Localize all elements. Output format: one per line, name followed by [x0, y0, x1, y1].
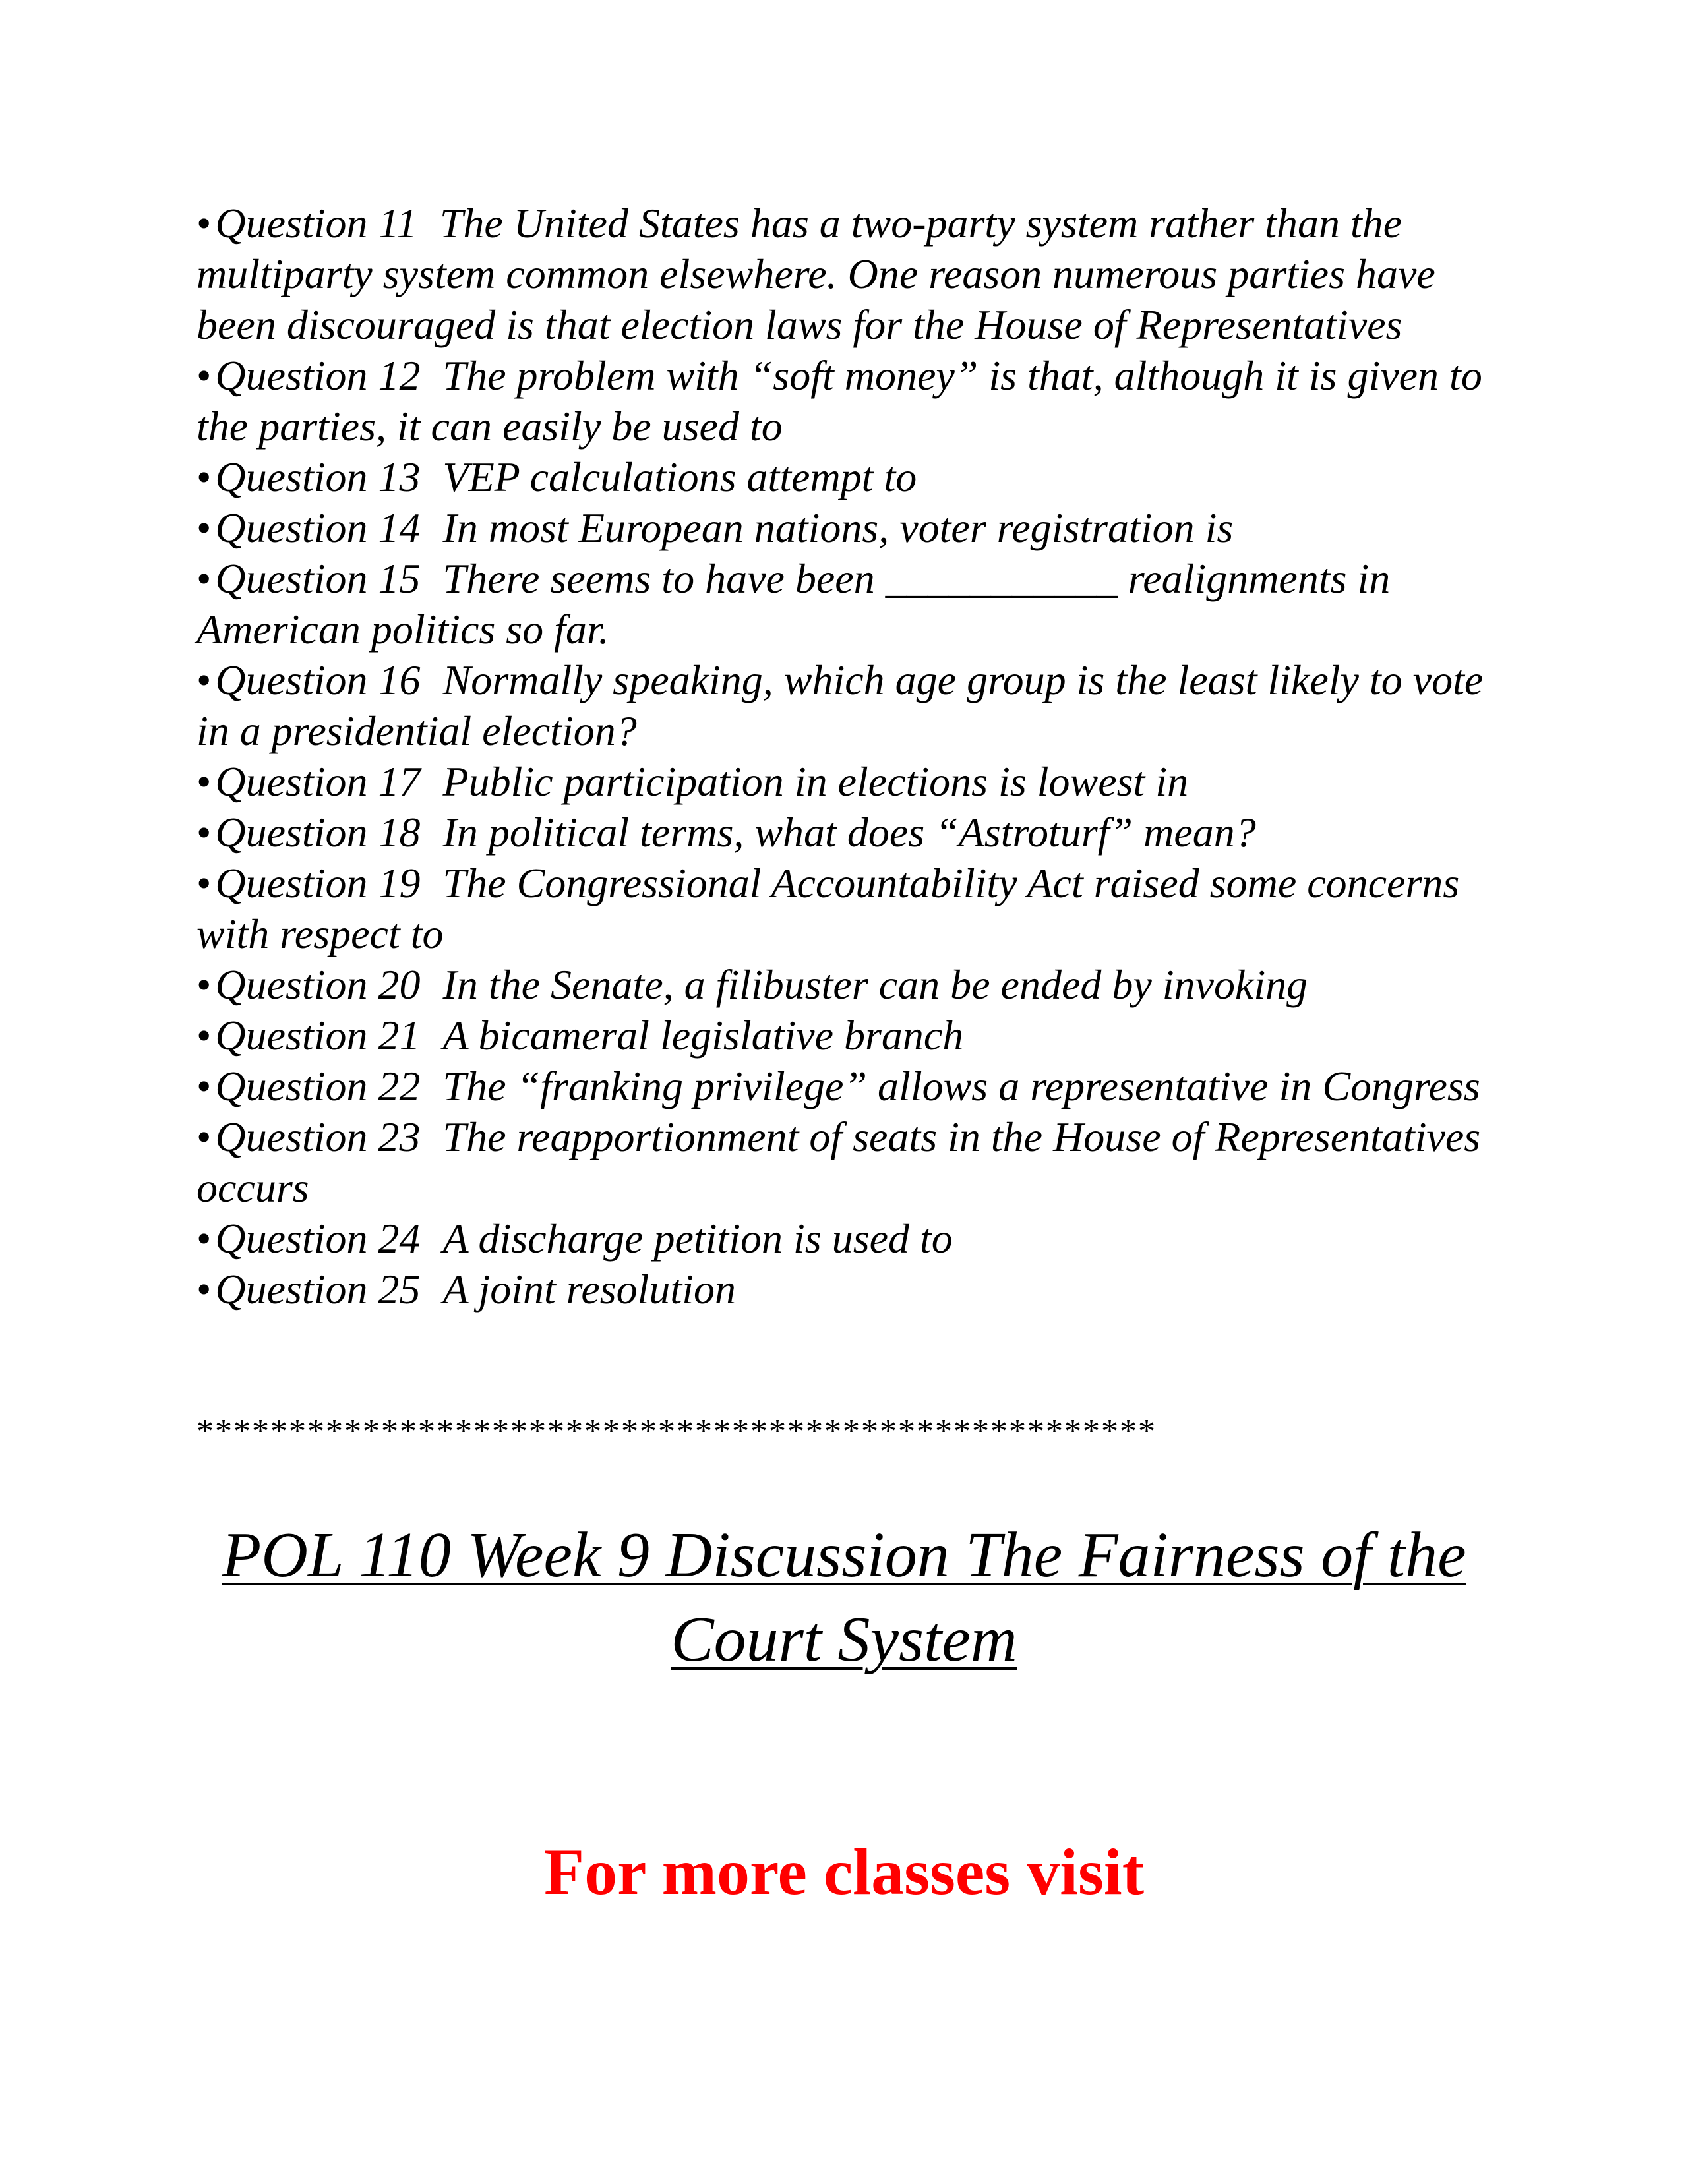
- asterisk-separator: ****************************************************: [196, 1413, 1157, 1450]
- question-label: Question 23: [215, 1113, 421, 1160]
- question-item: [196, 350, 1489, 452]
- question-text: In political terms, what does “Astroturf” mean?: [442, 809, 1256, 856]
- question-text: A bicameral legislative branch: [442, 1012, 964, 1059]
- bullet-icon: •: [196, 1266, 212, 1313]
- question-item: [196, 502, 1489, 553]
- promo-text: For more classes visit: [543, 1835, 1144, 1908]
- bullet-icon: •: [196, 454, 212, 500]
- question-label: Question 20: [215, 961, 421, 1008]
- question-item: [196, 1010, 1489, 1061]
- question-label: Question 13: [215, 454, 421, 500]
- question-text: Public participation in elections is lowest in: [442, 758, 1189, 805]
- question-label: Question 17: [215, 758, 421, 805]
- question-text: The “franking privilege” allows a representative in Congress: [442, 1063, 1480, 1109]
- question-text: In most European nations, voter registration is: [442, 504, 1234, 551]
- question-label: Question 22: [215, 1063, 421, 1109]
- question-list: [196, 198, 1489, 1314]
- question-label: Question 15: [215, 555, 421, 602]
- bullet-icon: •: [196, 758, 212, 805]
- bullet-icon: •: [196, 1113, 212, 1160]
- question-label: Question 16: [215, 657, 421, 703]
- bullet-icon: •: [196, 809, 212, 856]
- question-label: Question 21: [215, 1012, 421, 1059]
- question-text: In the Senate, a filibuster can be ended by invoking: [442, 961, 1308, 1008]
- bullet-icon: •: [196, 961, 212, 1008]
- question-label: Question 24: [215, 1215, 421, 1262]
- question-item: [196, 452, 1489, 502]
- bullet-icon: •: [196, 1012, 212, 1059]
- question-item: [196, 858, 1489, 959]
- question-item: [196, 1264, 1489, 1314]
- bullet-icon: •: [196, 1063, 212, 1109]
- question-text: The problem with “soft money” is that, although it is given to the parties, it can easily be used to: [196, 352, 1482, 450]
- question-label: Question 12: [215, 352, 421, 399]
- bullet-icon: •: [196, 504, 212, 551]
- question-text: Normally speaking, which age group is the least likely to vote in a presidential election?: [196, 657, 1484, 754]
- question-text: The United States has a two-party system rather than the multiparty system common elsewhere. One reason numerous parties have been discouraged is that election laws for the House of Representatives: [196, 200, 1435, 348]
- question-label: Question 14: [215, 504, 421, 551]
- question-text: There seems to have been ___________ realignments in American politics so far.: [196, 555, 1391, 653]
- question-item: [196, 959, 1489, 1010]
- question-label: Question 11: [215, 200, 417, 247]
- question-text: VEP calculations attempt to: [442, 454, 917, 500]
- question-text: The reapportionment of seats in the House of Representatives occurs: [196, 1113, 1481, 1211]
- question-label: Question 25: [215, 1266, 421, 1313]
- question-label: Question 18: [215, 809, 421, 856]
- question-item: [196, 198, 1489, 350]
- question-item: [196, 756, 1489, 807]
- question-item: [196, 1213, 1489, 1264]
- discussion-heading: POL 110 Week 9 Discussion The Fairness of the Court System: [222, 1520, 1466, 1675]
- question-item: [196, 1061, 1489, 1111]
- bullet-icon: •: [196, 555, 212, 602]
- question-item: [196, 655, 1489, 756]
- bullet-icon: •: [196, 657, 212, 703]
- question-text: The Congressional Accountability Act raised some concerns with respect to: [196, 860, 1460, 957]
- question-text: A joint resolution: [442, 1266, 736, 1313]
- question-item: [196, 1111, 1489, 1213]
- bullet-icon: •: [196, 860, 212, 906]
- question-item: [196, 807, 1489, 858]
- question-item: [196, 553, 1489, 655]
- bullet-icon: •: [196, 1215, 212, 1262]
- question-text: A discharge petition is used to: [442, 1215, 953, 1262]
- question-label: Question 19: [215, 860, 421, 906]
- bullet-icon: •: [196, 352, 212, 399]
- bullet-icon: •: [196, 200, 212, 247]
